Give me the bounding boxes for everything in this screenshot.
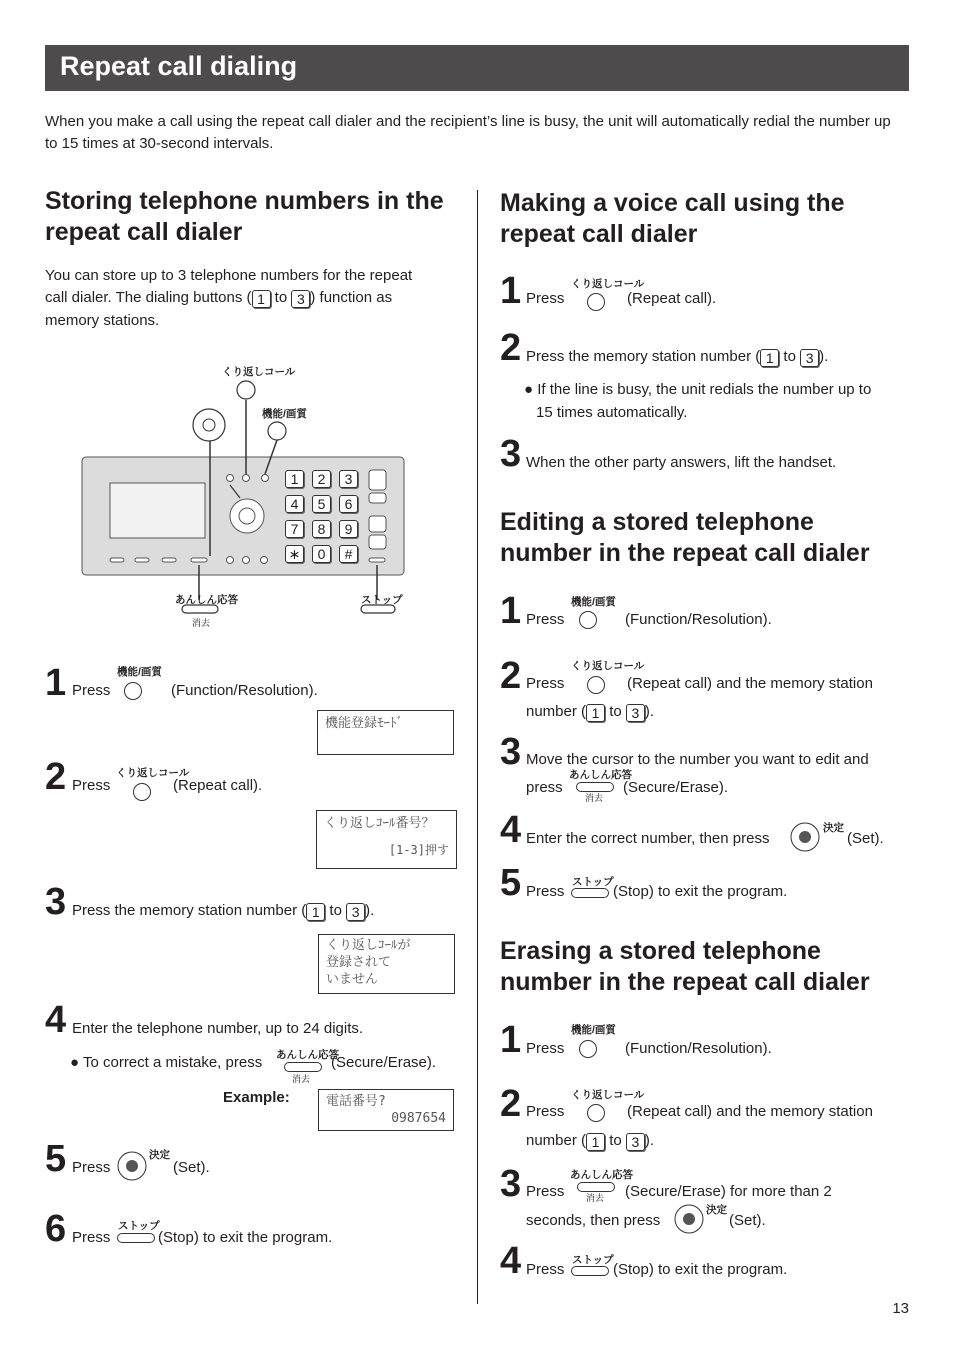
step-text-c: ). (644, 703, 655, 720)
function-button-caption: 機能/画質 (117, 666, 162, 678)
secure-button-caption: あんしん応答 (569, 769, 632, 781)
editing-step-4-text: Enter the correct number, then press (526, 830, 770, 847)
key-1-icon: 1 (586, 704, 605, 722)
storing-desc-line2 (45, 286, 392, 309)
lcd-line: いません (326, 972, 379, 987)
intro-text: When you make a call using the repeat call dialer and the recipient’s line is busy, the unit will automatically redial the number up to 15 times at 30-second intervals. (45, 113, 891, 152)
storing-step-2-press: Press (72, 777, 111, 794)
erasing-step-3-line2-b: (Set). (729, 1212, 766, 1229)
lcd-line: 電話番号? (326, 1094, 386, 1109)
function-button-caption: 機能/画質 (571, 1024, 616, 1036)
example-label: Example: (223, 1089, 290, 1106)
fax-device-diagram (80, 360, 410, 635)
editing-step-1-number: 1 (500, 590, 522, 632)
storing-heading-line2: repeat call dialer (45, 218, 243, 246)
storing-heading (45, 186, 444, 248)
repeat-button-caption: くり返しコール (571, 660, 645, 672)
lcd-display (318, 934, 455, 994)
editing-step-2-number: 2 (500, 655, 522, 697)
step-text-a: number ( (526, 1132, 587, 1149)
diagram-label-erase: 消去 (192, 618, 211, 628)
bullet-text-a: To correct a mistake, press (82, 1054, 263, 1071)
diagram-label-stop: ストップ (361, 594, 403, 606)
key-1-icon: 1 (252, 290, 271, 308)
key-3-icon: 3 (626, 704, 645, 722)
stop-button-icon (571, 1266, 609, 1276)
editing-heading-line1: Editing a stored telephone (500, 508, 814, 536)
editing-step-3-number: 3 (500, 731, 522, 773)
erasing-step-2-after: (Repeat call) and the memory station (627, 1103, 873, 1120)
storing-step-4-bullet (70, 1051, 262, 1074)
set-caption: 決定 (706, 1204, 727, 1216)
erasing-step-4-number: 4 (500, 1240, 522, 1282)
editing-step-3-press: press (526, 779, 563, 796)
step-text-b: to (779, 348, 801, 365)
erase-caption: 消去 (586, 1193, 605, 1203)
repeat-button-icon (587, 676, 605, 694)
storing-step-1-press: Press (72, 682, 111, 699)
making-step-1-after: (Repeat call). (627, 290, 717, 307)
keypad-key: 5 (312, 495, 331, 513)
lcd-line: くり返しｺｰﾙが (326, 938, 411, 953)
step-text-b: to (325, 902, 347, 919)
making-step-2-bullet (524, 378, 871, 401)
making-heading-line1: Making a voice call using the (500, 189, 845, 217)
erasing-heading-line2: number in the repeat call dialer (500, 968, 870, 996)
erasing-step-4-after: (Stop) to exit the program. (613, 1261, 788, 1278)
page-number: 13 (892, 1300, 909, 1317)
lcd-line: 機能登録ﾓｰﾄﾞ (325, 716, 404, 731)
erasing-step-3-after: (Secure/Erase) for more than 2 (625, 1183, 832, 1200)
step-text-a: Press the memory station number ( (72, 902, 307, 919)
repeat-button-icon (133, 783, 151, 801)
erase-caption: 消去 (585, 793, 604, 803)
diagram-label-repeat: くり返しコール (222, 366, 296, 378)
keypad-key: 7 (285, 520, 304, 538)
editing-step-3-text: Move the cursor to the number you want to edit and (526, 751, 869, 768)
repeat-button-caption: くり返しコール (571, 278, 645, 290)
stop-caption: ストップ (118, 1220, 160, 1232)
storing-heading-line1: Storing telephone numbers in the (45, 187, 444, 215)
storing-step-6-number: 6 (45, 1208, 67, 1250)
erasing-step-2-press: Press (526, 1103, 565, 1120)
function-button-icon (579, 1040, 597, 1058)
erasing-step-1-after: (Function/Resolution). (625, 1040, 772, 1057)
set-caption: 決定 (823, 822, 844, 834)
storing-step-4-text: Enter the telephone number, up to 24 digits. (72, 1020, 364, 1037)
stop-caption: ストップ (572, 876, 614, 888)
bullet-dot: ● (524, 381, 534, 398)
storing-desc-text-c: ) function as (310, 289, 393, 306)
storing-step-1-after: (Function/Resolution). (171, 682, 318, 699)
editing-step-2-after: (Repeat call) and the memory station (627, 675, 873, 692)
key-3-icon: 3 (800, 349, 819, 367)
keypad-key: 9 (339, 520, 358, 538)
keypad-key: 4 (285, 495, 304, 513)
making-step-3-text: When the other party answers, lift the handset. (526, 454, 837, 471)
editing-step-1-after: (Function/Resolution). (625, 611, 772, 628)
making-step-3-number: 3 (500, 433, 522, 475)
lcd-display (318, 1089, 454, 1131)
storing-step-3-number: 3 (45, 881, 67, 923)
stop-caption: ストップ (572, 1254, 614, 1266)
keypad-key: 0 (312, 545, 331, 563)
storing-step-5-after: (Set). (173, 1159, 210, 1176)
nav-set-button-icon (673, 1203, 705, 1235)
editing-step-2-line2 (526, 700, 654, 723)
storing-desc-text-a: call dialer. The dialing buttons ( (45, 289, 252, 306)
secure-button-caption: あんしん応答 (276, 1049, 339, 1061)
storing-step-5-press: Press (72, 1159, 111, 1176)
erasing-step-1-press: Press (526, 1040, 565, 1057)
step-text-a: Press the memory station number ( (526, 348, 761, 365)
keypad-key: # (339, 545, 358, 563)
secure-button-caption: あんしん応答 (570, 1169, 633, 1181)
step-text-b: to (605, 703, 626, 720)
key-3-icon: 3 (291, 290, 310, 308)
editing-step-5-press: Press (526, 883, 565, 900)
erasing-step-3-press: Press (526, 1183, 565, 1200)
keypad-key: 2 (312, 470, 331, 488)
editing-step-3-after: (Secure/Erase). (623, 779, 729, 796)
making-heading-line2: repeat call dialer (500, 220, 698, 248)
title-bar (45, 45, 909, 91)
nav-set-button-icon (116, 1150, 148, 1182)
lcd-line: [1-3]押す (388, 843, 449, 857)
erasing-step-2-line2 (526, 1129, 654, 1152)
editing-step-4-after: (Set). (847, 830, 884, 847)
bullet-dot: ● (70, 1054, 80, 1071)
erasing-step-1-number: 1 (500, 1019, 522, 1061)
repeat-button-icon (587, 1104, 605, 1122)
nav-set-button-icon (789, 821, 821, 853)
editing-heading-line2: number in the repeat call dialer (500, 539, 870, 567)
key-3-icon: 3 (626, 1133, 645, 1151)
erasing-heading (500, 936, 870, 998)
keypad-key: 6 (339, 495, 358, 513)
storing-step-4-number: 4 (45, 999, 67, 1041)
keypad-key: 1 (285, 470, 304, 488)
storing-desc-line1: You can store up to 3 telephone numbers for the repeat (45, 267, 413, 284)
storing-step-3-text (72, 899, 374, 922)
making-step-2-number: 2 (500, 327, 522, 369)
storing-step-5-number: 5 (45, 1138, 67, 1180)
storing-step-4-bullet-b: (Secure/Erase). (331, 1054, 437, 1071)
diagram-label-function: 機能/画質 (262, 408, 307, 420)
making-step-1-number: 1 (500, 270, 522, 312)
making-heading (500, 188, 845, 250)
step-text-a: number ( (526, 703, 587, 720)
diagram-label-secure: あんしん応答 (175, 594, 238, 606)
erasing-step-2-number: 2 (500, 1083, 522, 1125)
erasing-step-3-number: 3 (500, 1163, 522, 1205)
step-text-c: ). (644, 1132, 655, 1149)
keypad-key: 3 (339, 470, 358, 488)
storing-desc-text-b: to (270, 289, 292, 306)
key-1-icon: 1 (586, 1133, 605, 1151)
storing-step-2-after: (Repeat call). (173, 777, 263, 794)
key-1-icon: 1 (760, 349, 779, 367)
secure-erase-button-icon (284, 1062, 322, 1072)
stop-button-icon (571, 888, 609, 898)
editing-step-5-number: 5 (500, 862, 522, 904)
editing-heading (500, 507, 870, 569)
erase-caption: 消去 (292, 1074, 311, 1084)
keypad-key: ∗ (285, 545, 304, 563)
storing-step-6-press: Press (72, 1229, 111, 1246)
function-button-icon (124, 682, 142, 700)
making-step-2-bullet-line2: 15 times automatically. (536, 404, 688, 421)
lcd-line: 登録されて (326, 955, 392, 970)
key-3-icon: 3 (346, 903, 365, 921)
editing-step-2-press: Press (526, 675, 565, 692)
storing-step-2-number: 2 (45, 756, 67, 798)
column-divider (477, 190, 478, 1304)
repeat-button-caption: くり返しコール (116, 767, 190, 779)
lcd-display (316, 810, 457, 869)
editing-step-1-press: Press (526, 611, 565, 628)
storing-step-6-after: (Stop) to exit the program. (158, 1229, 333, 1246)
page-title: Repeat call dialing (60, 51, 298, 81)
lcd-display (317, 710, 454, 755)
stop-button-icon (117, 1233, 155, 1243)
step-text-c: ). (365, 902, 375, 919)
function-button-icon (579, 611, 597, 629)
making-step-2-text (526, 345, 828, 368)
step-text-c: ). (819, 348, 829, 365)
step-text-b: to (605, 1132, 626, 1149)
erasing-step-3-line2-a: seconds, then press (526, 1212, 661, 1229)
repeat-button-icon (587, 293, 605, 311)
repeat-button-caption: くり返しコール (571, 1089, 645, 1101)
storing-step-1-number: 1 (45, 662, 67, 704)
storing-desc-line3: memory stations. (45, 312, 160, 329)
lcd-line: 0987654 (391, 1111, 446, 1126)
lcd-line: くり返しｺｰﾙ番号？ (324, 816, 435, 831)
set-caption: 決定 (149, 1149, 170, 1161)
function-button-caption: 機能/画質 (571, 596, 616, 608)
key-1-icon: 1 (306, 903, 325, 921)
erasing-step-4-press: Press (526, 1261, 565, 1278)
editing-step-5-after: (Stop) to exit the program. (613, 883, 788, 900)
bullet-line1: If the line is busy, the unit redials the number up to (537, 381, 872, 398)
editing-step-4-number: 4 (500, 809, 522, 851)
keypad-key: 8 (312, 520, 331, 538)
erasing-heading-line1: Erasing a stored telephone (500, 937, 821, 965)
making-step-1-press: Press (526, 290, 565, 307)
